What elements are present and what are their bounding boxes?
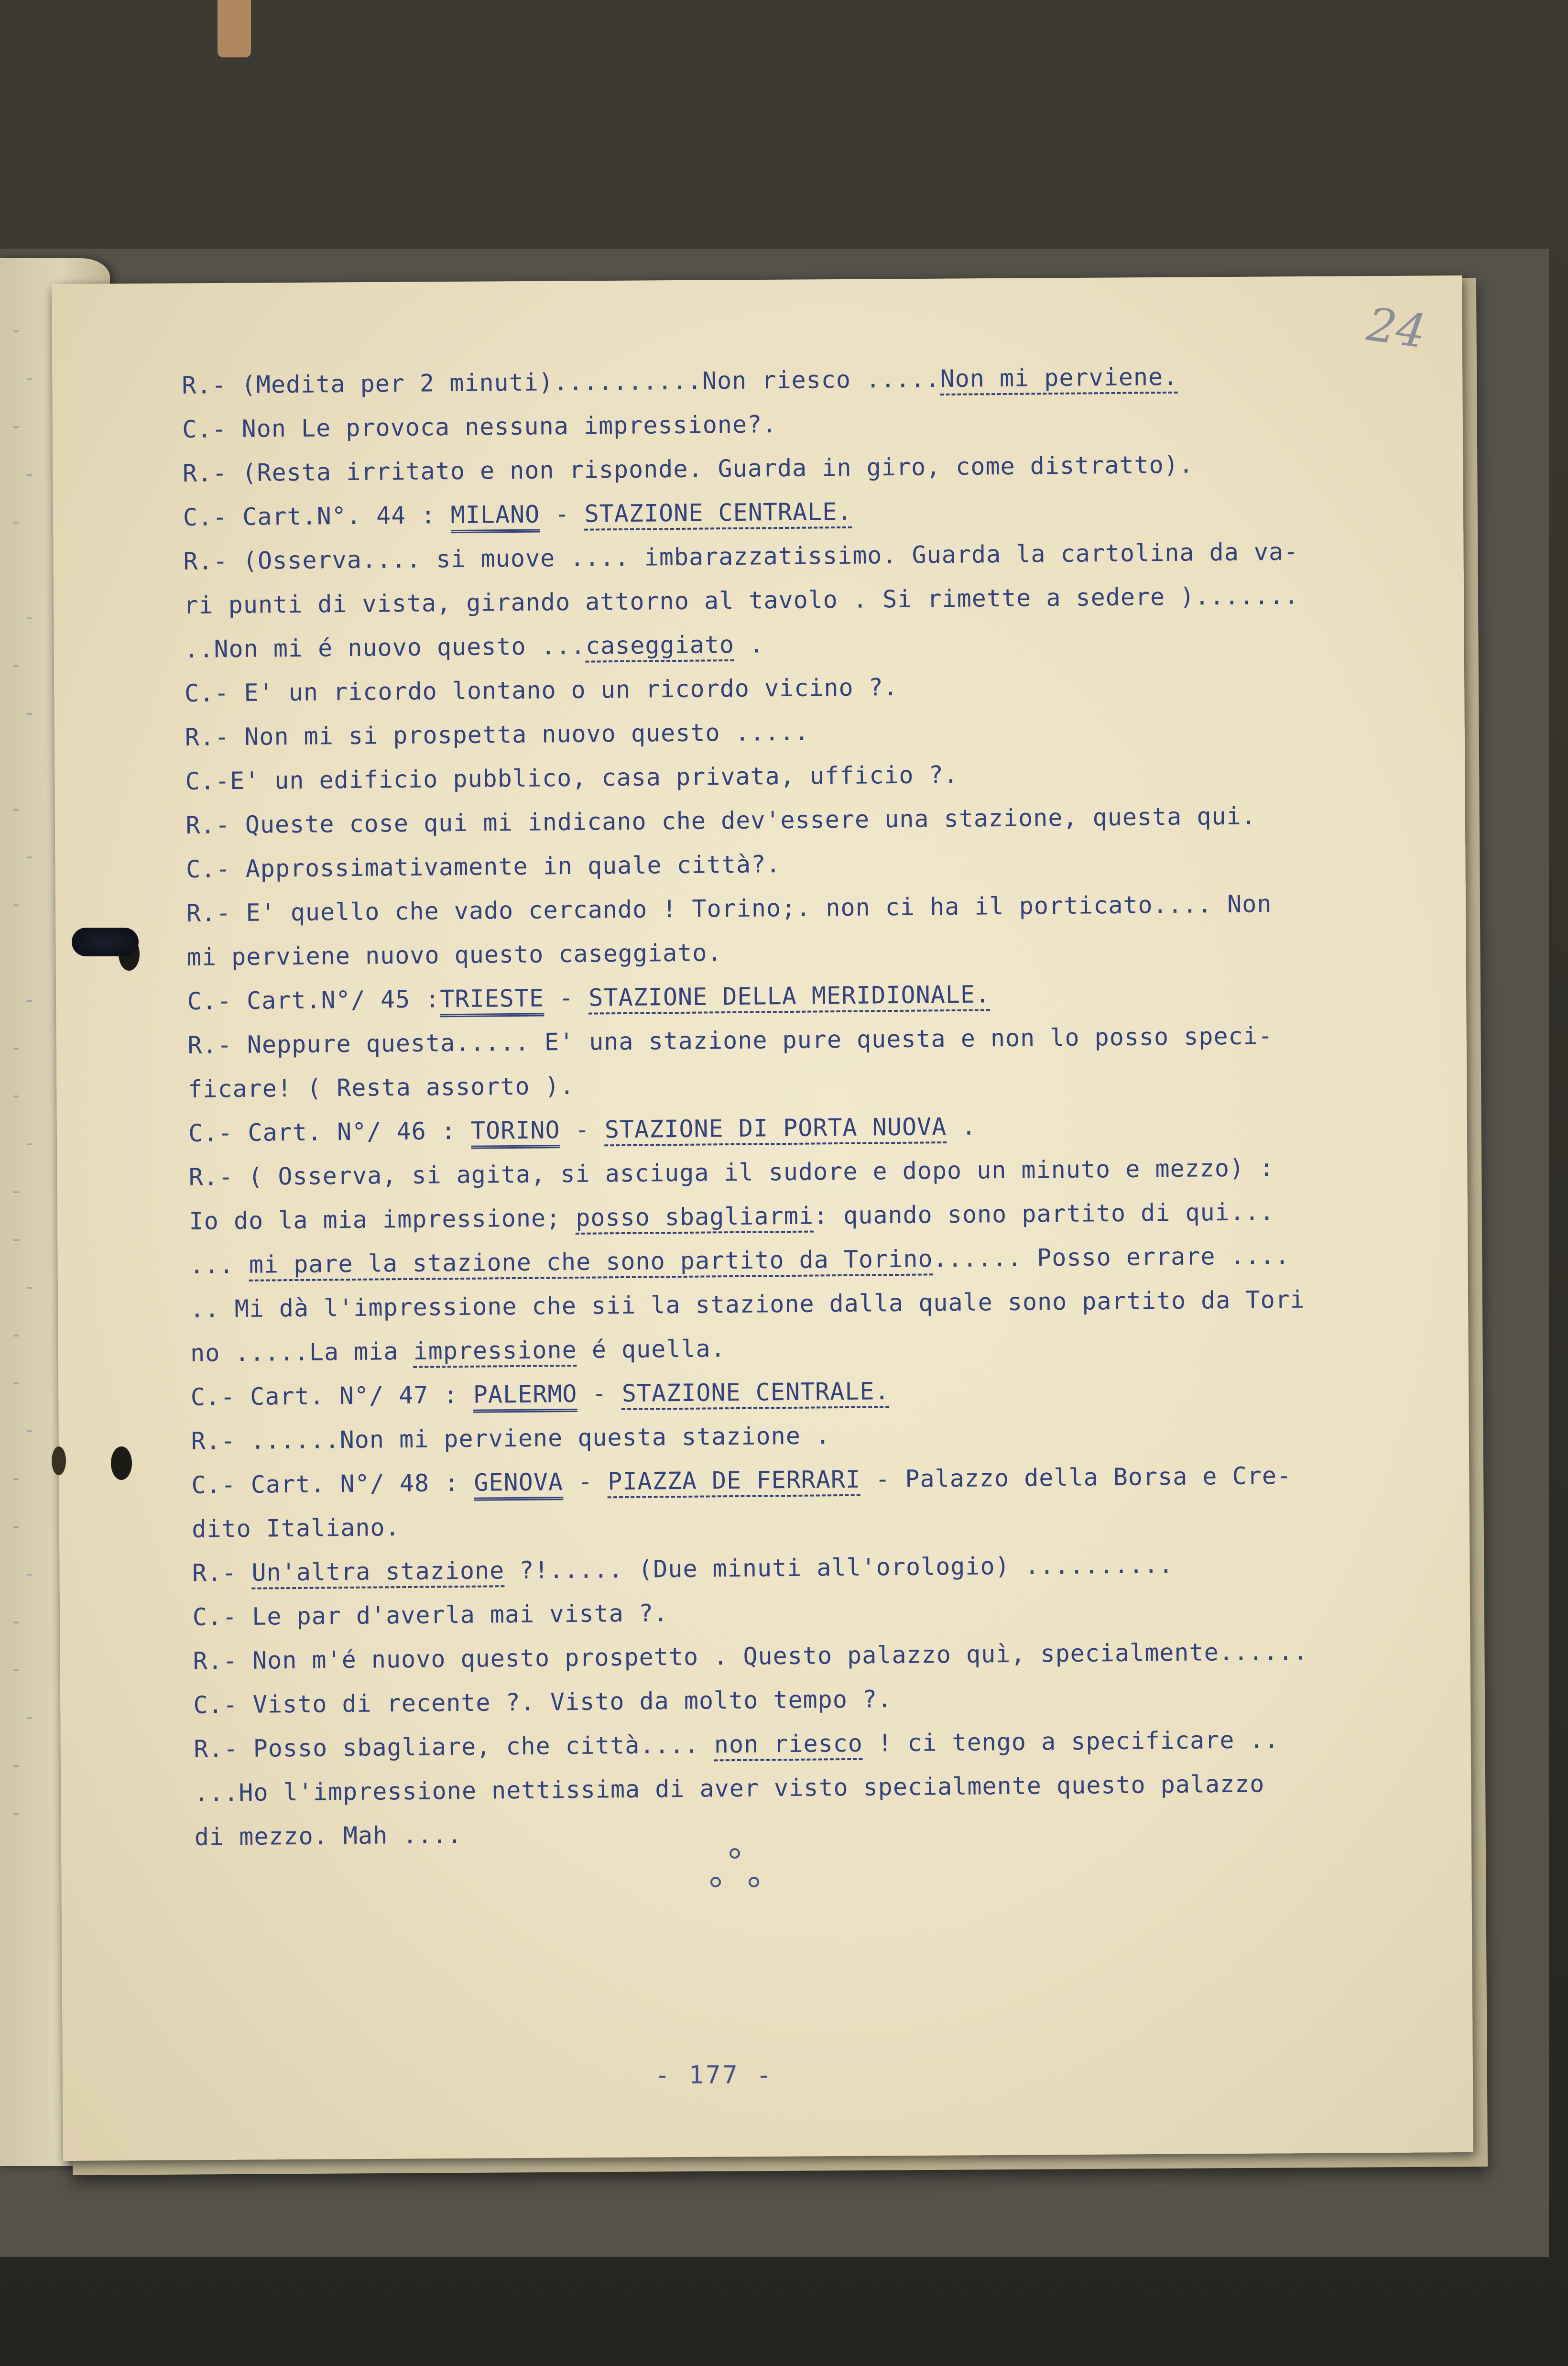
line-text: - — [540, 500, 585, 528]
underlined-text: mi pare la stazione che sono partito da Torino — [249, 1245, 933, 1279]
line-text: C.- E' un ricordo lontano o un ricordo vicino ?. — [184, 673, 899, 707]
line-text: : quando sono partito di qui... — [813, 1198, 1275, 1230]
line-text: C.- Cart. N°/ 48 : — [191, 1468, 474, 1499]
line-text: ... — [189, 1250, 250, 1279]
line-text: C.- Le par d'averla mai vista ?. — [192, 1599, 669, 1631]
line-text: R.- — [192, 1558, 252, 1587]
underlined-text: Un'altra stazione — [251, 1556, 505, 1587]
ornament-dot-top — [730, 1848, 740, 1859]
line-text: - — [544, 984, 589, 1012]
line-text: - Palazzo della Borsa e Cre- — [860, 1461, 1292, 1493]
line-text: R.- Neppure questa..... E' una stazione pure questa e non lo posso speci- — [187, 1022, 1274, 1059]
facing-page-hole — [52, 1446, 66, 1475]
underlined-text: MILANO — [450, 500, 540, 529]
line-text: R.- Posso sbagliare, che città.... — [194, 1731, 715, 1763]
line-text: R.- Non mi si prospetta nuovo questo ..... — [185, 718, 810, 751]
section-ornament — [708, 1848, 765, 1906]
line-text: Io do la mia impressione; — [189, 1204, 576, 1235]
underlined-text: STAZIONE DI PORTA NUOVA — [604, 1113, 947, 1144]
underlined-text: caseggiato — [585, 630, 735, 660]
line-text: .. Mi dà l'impressione che sii la stazione dalla quale sono partito da Tori — [190, 1285, 1306, 1323]
line-text: ! ci tengo a specificare .. — [862, 1726, 1279, 1757]
line-text: C.- Cart. N°/ 47 : — [190, 1380, 474, 1411]
line-text: ..Non mi é nuovo questo ... — [184, 632, 586, 663]
underlined-text: Non mi perviene. — [940, 362, 1178, 393]
line-text: - — [563, 1468, 608, 1496]
line-text: ri punti di vista, girando attorno al tavolo . Si rimette a sedere )....... — [184, 581, 1299, 619]
binder-string — [72, 928, 139, 956]
ornament-dot-right — [749, 1877, 759, 1887]
line-text: ?!..... (Due minuti all'orologio) .......... — [504, 1550, 1174, 1585]
line-text: C.- Cart. N°/ 46 : — [188, 1117, 471, 1147]
underlined-text: PALERMO — [473, 1380, 577, 1409]
page-number: - 177 - — [655, 2061, 773, 2090]
binder-hole-bottom — [111, 1446, 132, 1480]
underlined-text: TORINO — [470, 1116, 560, 1145]
underlined-text: STAZIONE CENTRALE. — [621, 1377, 890, 1408]
line-text: é quella. — [577, 1335, 726, 1364]
line-text: R.- Non m'é nuovo questo prospetto . Questo palazzo quì, specialmente...... — [193, 1637, 1308, 1675]
typed-transcript — [182, 352, 1461, 1859]
underlined-text: STAZIONE CENTRALE. — [584, 497, 852, 528]
line-text: . — [946, 1112, 977, 1141]
underlined-text: TRIESTE — [440, 984, 544, 1013]
underlined-text: STAZIONE DELLA MERIDIONALE. — [588, 980, 991, 1012]
underlined-text: impressione — [413, 1336, 577, 1365]
line-text: R.- ......Non mi perviene questa stazione . — [191, 1422, 831, 1455]
underlined-text: posso sbagliarmi — [576, 1202, 814, 1232]
line-text: R.- (Resta irritato e non risponde. Guarda in giro, come distratto). — [182, 450, 1194, 487]
folio-number: 24 — [1363, 297, 1429, 359]
ornament-dot-left — [710, 1877, 721, 1887]
underlined-text: non riesco — [714, 1729, 863, 1759]
line-text: ...... Posso errare .... — [933, 1241, 1290, 1273]
binder-tab — [218, 0, 251, 57]
line-text: R.- Queste cose qui mi indicano che dev'essere una stazione, questa qui. — [185, 802, 1256, 839]
line-text: dito Italiano. — [192, 1513, 400, 1543]
line-text: no .....La mia — [190, 1337, 414, 1367]
line-text: R.- ( Osserva, si agita, si asciuga il sudore e dopo un minuto e mezzo) : — [188, 1154, 1274, 1191]
line-text: R.- (Osserva.... si muove .... imbarazzatissimo. Guarda la cartolina da va- — [183, 537, 1299, 575]
line-text: - — [577, 1380, 622, 1408]
line-text: . — [734, 630, 764, 658]
line-text: mi perviene nuovo questo caseggiato. — [186, 939, 722, 971]
line-text: C.- Visto di recente ?. Visto da molto tempo ?. — [193, 1685, 893, 1719]
underlined-text: PIAZZA DE FERRARI — [608, 1465, 861, 1496]
line-text: C.-E' un edificio pubblico, casa privata, ufficio ?. — [185, 760, 959, 795]
line-text: - — [560, 1116, 605, 1144]
underlined-text: GENOVA — [474, 1468, 564, 1497]
line-text: C.- Approssimativamente in quale città?. — [185, 850, 781, 883]
line-text: di mezzo. Mah .... — [194, 1820, 462, 1851]
facing-page-show-through: - - - - - - - - - - - - - - - - - - - - - - - - - - - - - — [10, 317, 36, 1825]
line-text: ...Ho l'impressione nettissima di aver visto specialmente questo palazzo — [194, 1770, 1265, 1807]
line-text: C.- Cart.N°/ 45 : — [187, 985, 440, 1015]
line-text: C.- Non Le provoca nessuna impressione?. — [182, 410, 777, 443]
line-text: R.- (Medita per 2 minuti)..........Non riesco ..... — [182, 365, 940, 399]
line-text: ficare! ( Resta assorto ). — [187, 1072, 575, 1103]
line-text: R.- E' quello che vado cercando ! Torino;. non ci ha il porticato.... Non — [186, 890, 1272, 927]
line-text: C.- Cart.N°. 44 : — [183, 501, 451, 531]
